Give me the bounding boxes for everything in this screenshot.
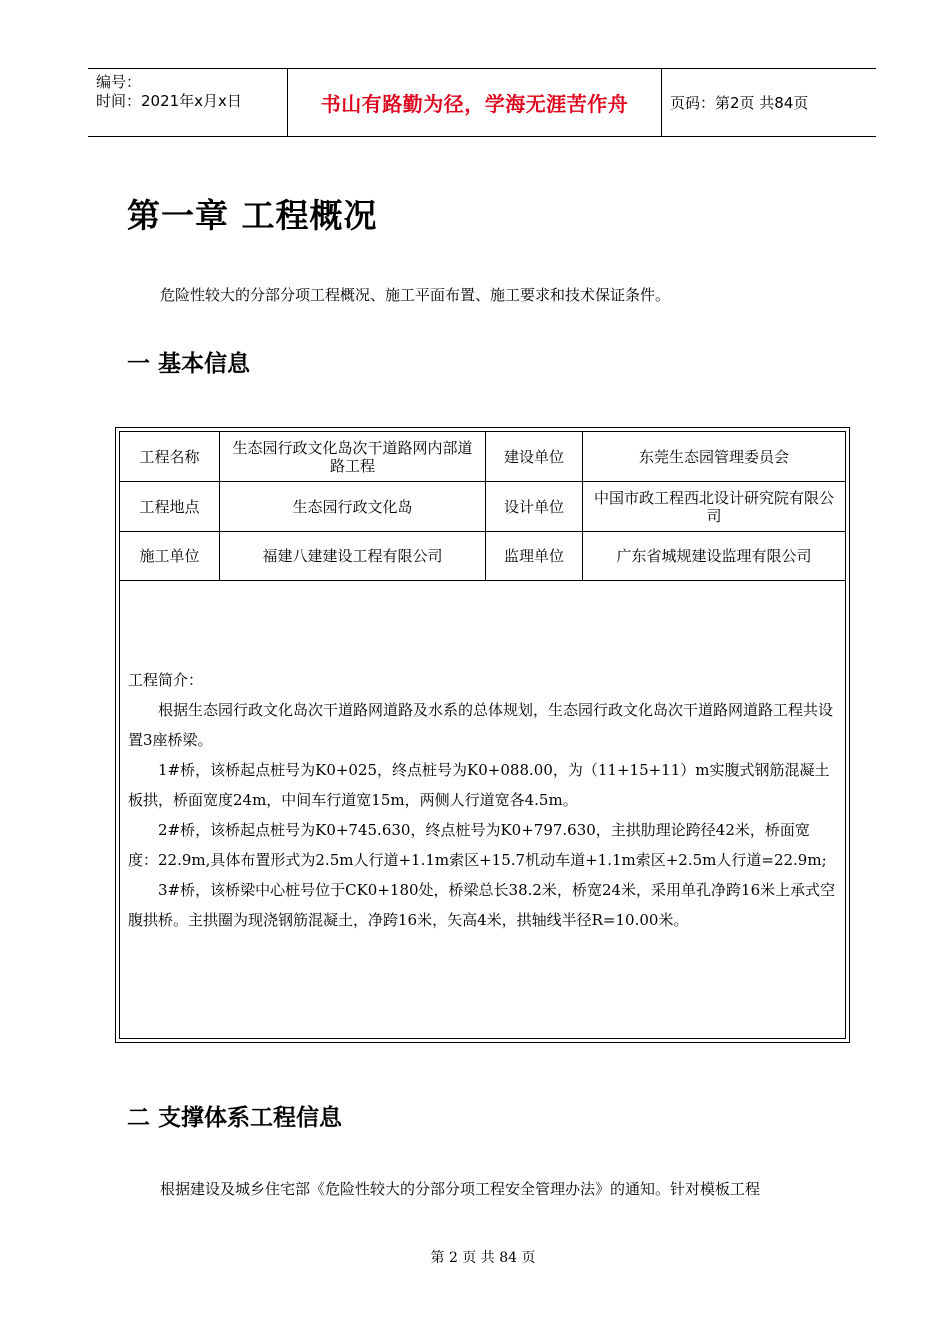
basic-info-table-inner <box>119 431 846 1039</box>
header-page-label: 页码：第2页 共84页 <box>670 94 809 112</box>
project-brief <box>128 665 839 935</box>
section2-paragraph: 根据建设及城乡住宅部《危险性较大的分部分项工程安全管理办法》的通知。针对模板工程 <box>160 1180 761 1198</box>
project-brief-paragraph: 根据生态园行政文化岛次干道路网道路及水系的总体规划，生态园行政文化岛次干道路网道路工程共设置3座桥梁。 <box>128 701 834 749</box>
table-cell: 施工单位 <box>120 532 220 580</box>
table-row <box>120 432 845 482</box>
table-cell: 中国市政工程西北设计研究院有限公司 <box>593 488 834 525</box>
table-row <box>120 482 845 532</box>
section-title-support-system: 二 支撑体系工程信息 <box>127 1104 343 1131</box>
table-cell: 生态园行政文化岛次干道路网内部道路工程 <box>220 432 486 481</box>
header-page-cell <box>661 69 876 136</box>
table-cell: 广东省城规建设监理有限公司 <box>616 547 812 565</box>
header-meta <box>88 69 287 136</box>
project-brief-label: 工程简介： <box>128 671 204 689</box>
header-motto-cell <box>287 69 662 136</box>
chapter-title: 第一章 工程概况 <box>127 196 378 235</box>
document-number-label: 编号： <box>96 73 142 91</box>
project-brief-paragraph: 2#桥，该桥起点桩号为K0+745.630，终点桩号为K0+797.630，主拱肋理论跨径42米，桥面宽度：22.9m,具体布置形式为2.5m人行道+1.1m索区+15.7机动车道+1.1m索区+2.5m人行道=22.9m; <box>128 821 827 869</box>
page-footer: 第 2 页 共 84 页 <box>430 1250 536 1266</box>
document-time-label: 时间：2021年x月x日 <box>96 92 242 110</box>
table-cell: 生态园行政文化岛 <box>220 482 486 531</box>
table-cell: 工程名称 <box>120 432 220 481</box>
table-cell: 建设单位 <box>486 432 583 481</box>
project-brief-paragraph: 3#桥，该桥梁中心桩号位于CK0+180处，桥梁总长38.2米，桥宽24米，采用单孔净跨16米上承式空腹拱桥。主拱圈为现浇钢筋混凝土，净跨16米，矢高4米，拱轴线半径R=10.00米。 <box>128 881 836 929</box>
header-motto: 书山有路勤为径，学海无涯苦作舟 <box>320 92 629 116</box>
project-brief-paragraph: 1#桥，该桥起点桩号为K0+025，终点桩号为K0+088.00，为（11+15+11）m实腹式钢筋混凝土板拱，桥面宽度24m，中间车行道宽15m，两侧人行道宽各4.5m。 <box>128 761 830 809</box>
table-cell: 工程地点 <box>120 482 220 531</box>
intro-paragraph: 危险性较大的分部分项工程概况、施工平面布置、施工要求和技术保证条件。 <box>160 286 671 304</box>
page-header <box>88 68 876 137</box>
table-row <box>120 532 845 581</box>
basic-info-table <box>115 427 850 1043</box>
table-cell: 设计单位 <box>486 482 583 531</box>
table-cell: 福建八建建设工程有限公司 <box>220 532 486 580</box>
table-cell: 监理单位 <box>486 532 583 580</box>
table-cell: 东莞生态园管理委员会 <box>638 447 789 466</box>
section-title-basic-info: 一 基本信息 <box>127 350 251 377</box>
